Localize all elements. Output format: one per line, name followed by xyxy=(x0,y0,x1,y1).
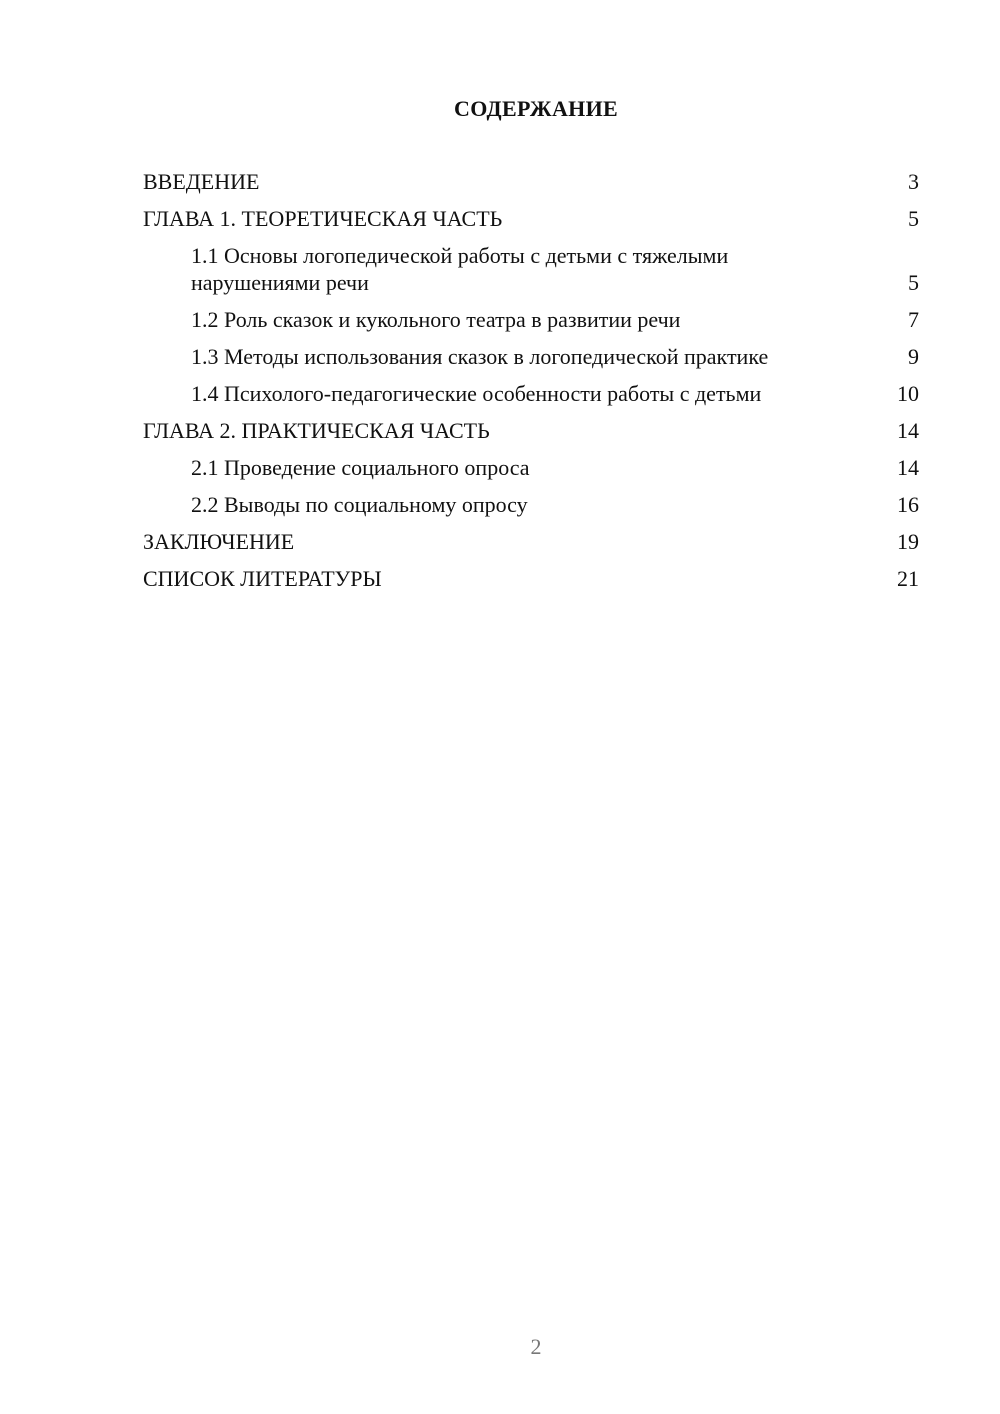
toc-entry-section-1-1[interactable] xyxy=(143,242,919,296)
toc-entry-page: 5 xyxy=(908,206,919,231)
toc-entry-label: 1.3 Методы использования сказок в логопедической практике xyxy=(191,344,769,369)
page-number: 2 xyxy=(530,1334,542,1359)
toc-entry-section-1-3[interactable] xyxy=(143,343,919,370)
toc-entry-section-2-1[interactable] xyxy=(143,454,919,481)
toc-entry-page: 9 xyxy=(908,344,919,369)
toc-entry-label: 1.1 Основы логопедической работы с детьми с тяжелыми нарушениями речи xyxy=(191,243,729,295)
toc-entry-section-2-2[interactable] xyxy=(143,491,919,518)
toc-entry-page: 16 xyxy=(897,492,919,517)
toc-entry-chapter-2[interactable] xyxy=(143,417,919,444)
toc-entry-page: 14 xyxy=(897,455,919,480)
toc-entry-page: 14 xyxy=(897,418,919,443)
toc-entry-page: 3 xyxy=(908,169,919,194)
toc-entry-section-1-2[interactable] xyxy=(143,306,919,333)
table-of-contents xyxy=(143,168,919,602)
toc-entry-label: ГЛАВА 1. ТЕОРЕТИЧЕСКАЯ ЧАСТЬ xyxy=(143,206,503,231)
toc-entry-introduction[interactable] xyxy=(143,168,919,195)
toc-entry-page: 21 xyxy=(897,566,919,591)
toc-title: СОДЕРЖАНИЕ xyxy=(454,96,618,121)
toc-entry-section-1-4[interactable] xyxy=(143,380,919,407)
toc-entry-label: 1.4 Психолого-педагогические особенности работы с детьми xyxy=(191,381,762,406)
toc-entry-label: 1.2 Роль сказок и кукольного театра в развитии речи xyxy=(191,307,681,332)
toc-entry-label: 2.1 Проведение социального опроса xyxy=(191,455,530,480)
toc-entry-chapter-1[interactable] xyxy=(143,205,919,232)
toc-entry-page: 10 xyxy=(897,381,919,406)
toc-entry-references[interactable] xyxy=(143,565,919,592)
toc-entry-page: 7 xyxy=(908,307,919,332)
toc-entry-label: ГЛАВА 2. ПРАКТИЧЕСКАЯ ЧАСТЬ xyxy=(143,418,490,443)
toc-entry-page: 19 xyxy=(897,529,919,554)
toc-entry-label: СПИСОК ЛИТЕРАТУРЫ xyxy=(143,566,382,591)
toc-entry-label: 2.2 Выводы по социальному опросу xyxy=(191,492,528,517)
toc-entry-label: ВВЕДЕНИЕ xyxy=(143,169,260,194)
toc-entry-conclusion[interactable] xyxy=(143,528,919,555)
toc-entry-label: ЗАКЛЮЧЕНИЕ xyxy=(143,529,295,554)
toc-entry-page: 5 xyxy=(908,270,919,295)
